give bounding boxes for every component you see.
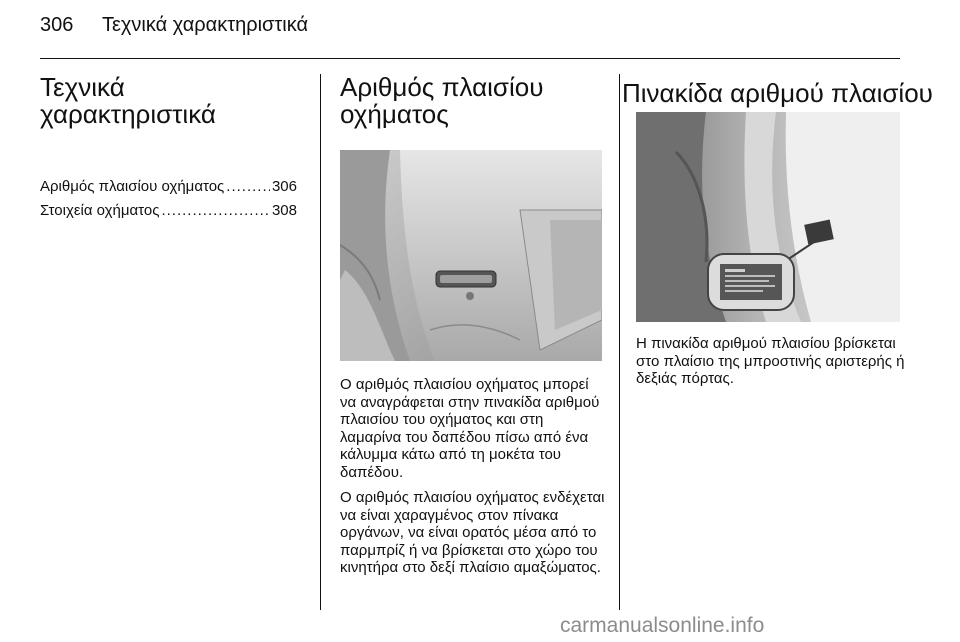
page-header xyxy=(40,14,308,37)
paragraph: Ο αριθμός πλαισίου οχήματος ενδέχεται να είναι χαραγμένος στον πίνακα οργάνων, να είναι ορατός μέσα από το παρμπρίζ ή να βρίσκεται στο χώρο του κινητήρα στο δεξί πλαίσιο αμαξώματος. xyxy=(340,489,605,576)
vin-plate-door-frame-photo xyxy=(636,112,900,322)
column-divider xyxy=(619,74,620,610)
toc-entry-label: Αριθμός πλαισίου οχήματος xyxy=(40,178,225,195)
paragraph: Ο αριθμός πλαισίου οχήματος μπορεί να αναγράφεται στην πινακίδα αριθμού πλαισίου του οχήματος και στη λαμαρίνα του δαπέδου πίσω από ένα κάλυμμα κάτω από τη μοκέτα του δαπέδου. xyxy=(340,376,600,481)
toc-leader-dots xyxy=(226,178,270,195)
vin-plate-description xyxy=(636,335,906,396)
column-divider xyxy=(320,74,321,610)
toc-leader-dots xyxy=(161,202,270,219)
watermark: carmanualsonline.info xyxy=(560,614,765,637)
vin-description xyxy=(340,376,606,585)
toc-entry-page: 306 xyxy=(271,178,297,195)
section-title-vin: Αριθμός πλαισίου οχήματος xyxy=(340,72,544,129)
header-rule xyxy=(40,58,900,59)
toc-entry-page: 308 xyxy=(271,202,297,219)
section-title-vin-plate: Πινακίδα αριθμού πλαισίου xyxy=(622,78,933,108)
toc-entry[interactable] xyxy=(40,202,297,226)
toc-entry-label: Στοιχεία οχήματος xyxy=(40,202,160,219)
page-number: 306 xyxy=(40,14,74,36)
paragraph: Η πινακίδα αριθμού πλαισίου βρίσκεται στο πλαίσιο της μπροστινής αριστερής ή δεξιάς πόρτας. xyxy=(636,335,905,387)
toc-entry[interactable] xyxy=(40,178,297,202)
table-of-contents xyxy=(40,178,297,226)
header-section-title: Τεχνικά χαρακτηριστικά xyxy=(102,14,309,36)
chapter-title: Τεχνικά χαρακτηριστικά xyxy=(40,72,216,129)
vin-floor-plate-photo xyxy=(340,150,602,361)
